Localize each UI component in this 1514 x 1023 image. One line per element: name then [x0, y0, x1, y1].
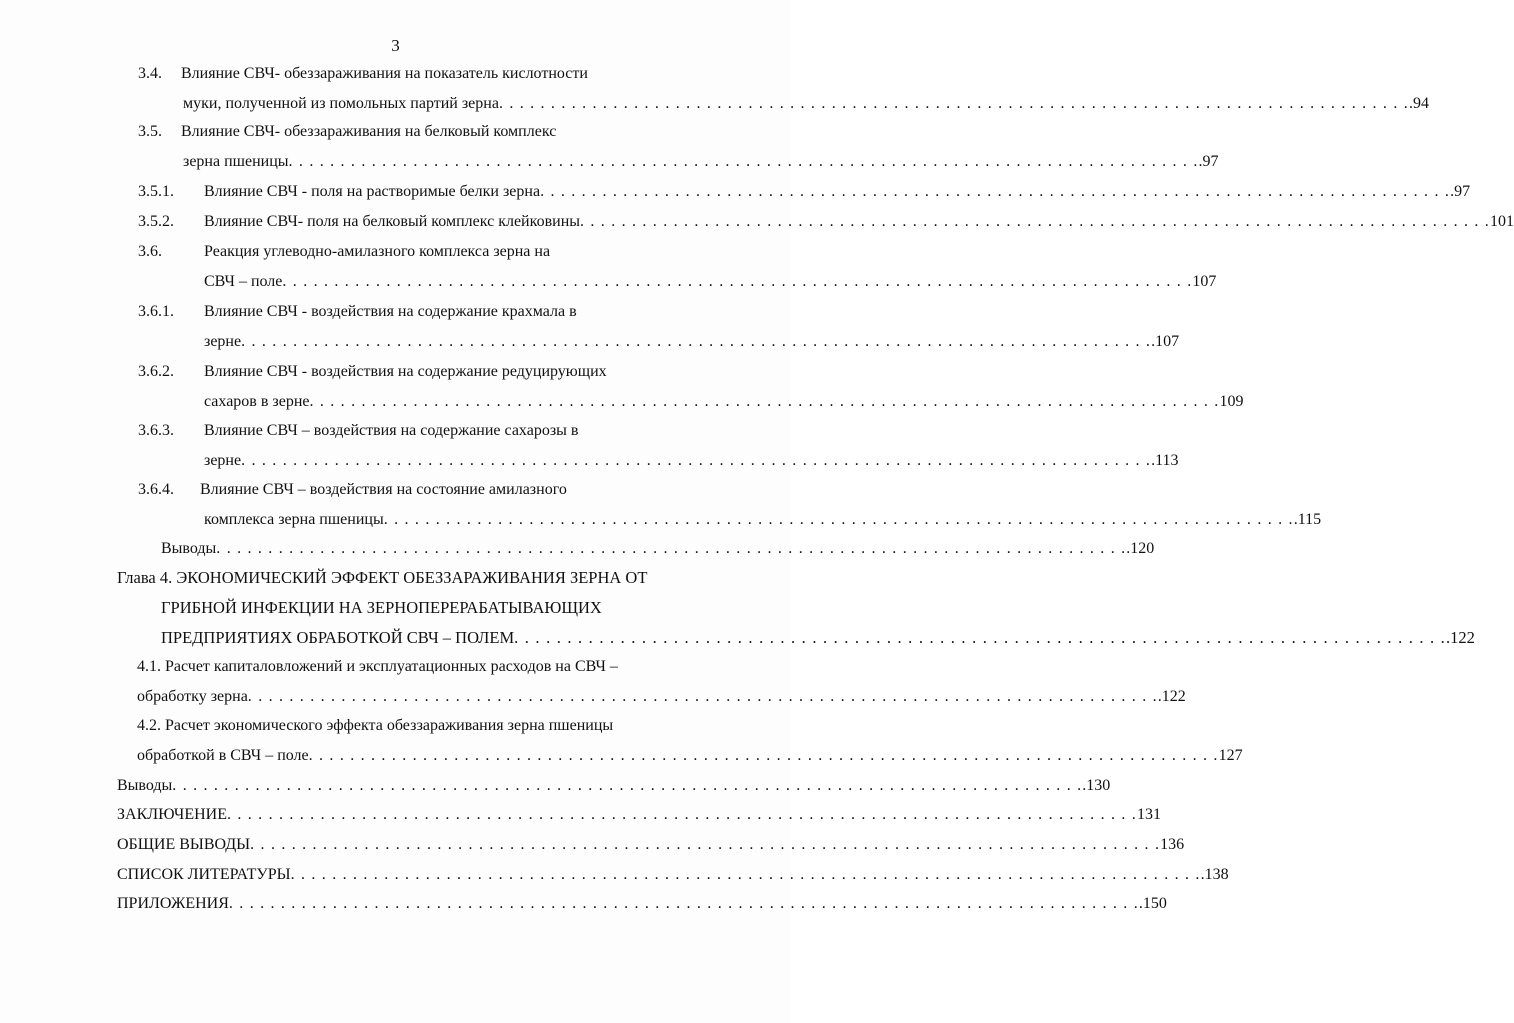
toc-entry-line: [137, 657, 771, 677]
toc-entry-title: обработкой в СВЧ – поле: [137, 747, 309, 764]
toc-entry-line-with-page: [204, 510, 1322, 530]
dot-leader: . . . . . . . . . . . . . . . . . . . . . . . . . . . . . . . . . . . . . . . . . . . . . . . . . . . . . . . . . . . . . . . . . . . . . . . . . . . . . . . . . . . . . . . .: [514, 628, 1446, 647]
toc-page-number: 107: [1192, 273, 1217, 290]
toc-entry-title: ГРИБНОЙ ИНФЕКЦИИ НА ЗЕРНОПЕРЕРАБАТЫВАЮЩИХ: [161, 598, 602, 617]
dot-leader: . . . . . . . . . . . . . . . . . . . . . . . . . . . . . . . . . . . . . . . . . . . . . . . . . . . . . . . . . . . . . . . . . . . . . . . . . . . . . . . . . . . . . . . .: [172, 777, 1083, 794]
toc-entry-title: ПРЕДПРИЯТИЯХ ОБРАБОТКОЙ СВЧ – ПОЛЕМ: [161, 628, 515, 647]
toc-entry-line: [200, 480, 771, 500]
toc-entry-title: ПРИЛОЖЕНИЯ: [117, 895, 229, 912]
toc-entry-title: Влияние СВЧ - воздействия на содержание редуцирующих: [204, 363, 607, 380]
toc-page-number: 131: [1136, 806, 1161, 823]
toc-page-number: 127: [1218, 747, 1243, 764]
toc-entry-title: Выводы: [161, 540, 217, 557]
toc-entry-number: 3.6.4.: [138, 481, 174, 498]
toc-entry-number: 3.6.3.: [138, 422, 174, 439]
toc-page-number: 109: [1219, 393, 1244, 410]
dot-leader: . . . . . . . . . . . . . . . . . . . . . . . . . . . . . . . . . . . . . . . . . . . . . . . . . . . . . . . . . . . . . . . . . . . . . . . . . . . . . . . . . . . . . . . .: [540, 183, 1451, 200]
toc-entry-line-with-page: [117, 835, 1185, 855]
toc-entry-title: Влияние СВЧ – воздействия на состояние амилазного: [200, 481, 567, 498]
toc-entry-line: [204, 362, 771, 382]
toc-entry-number: 3.5.1.: [138, 183, 174, 200]
toc-entry-title: ЗАКЛЮЧЕНИЕ: [117, 806, 227, 823]
toc-page-number: .107: [1151, 333, 1180, 350]
toc-page-number: .130: [1082, 777, 1111, 794]
toc-entry-line-with-page: [204, 182, 1471, 202]
toc-entry-line: [204, 242, 771, 262]
toc-entry-title: Влияние СВЧ – воздействия на содержание сахарозы в: [204, 422, 579, 439]
toc-entry-number: 3.5.: [138, 123, 162, 140]
toc-page-number: .150: [1138, 895, 1167, 912]
toc-entry-number: 3.4.: [138, 65, 162, 82]
toc-entry-title: ОБЩИЕ ВЫВОДЫ: [117, 836, 251, 853]
toc-entry-title: Реакция углеводно-амилазного комплекса зерна на: [204, 243, 551, 260]
toc-page-number: .94: [1408, 95, 1429, 112]
toc-page-number: .138: [1200, 866, 1229, 883]
toc-page-number: .113: [1151, 452, 1179, 469]
toc-entry-title: Глава 4. ЭКОНОМИЧЕСКИЙ ЭФФЕКТ ОБЕЗЗАРАЖИВАНИЯ ЗЕРНА ОТ: [117, 568, 648, 587]
toc-entry-line: [204, 421, 771, 441]
toc-entry-line: [181, 122, 771, 142]
toc-entry-line-with-page: [117, 805, 1161, 825]
toc-entry-title: обработку зерна: [137, 688, 248, 705]
dot-leader: . . . . . . . . . . . . . . . . . . . . . . . . . . . . . . . . . . . . . . . . . . . . . . . . . . . . . . . . . . . . . . . . . . . . . . . . . . . . . . . . . . . . . . . .: [383, 511, 1294, 528]
dot-leader: . . . . . . . . . . . . . . . . . . . . . . . . . . . . . . . . . . . . . . . . . . . . . . . . . . . . . . . . . . . . . . . . . . . . . . . . . . . . . . . . . . . . . . . .: [308, 747, 1219, 764]
toc-entry-line: [181, 64, 771, 84]
page-number: 3: [391, 36, 400, 55]
toc-entry-line-with-page: [161, 539, 1155, 559]
dot-leader: . . . . . . . . . . . . . . . . . . . . . . . . . . . . . . . . . . . . . . . . . . . . . . . . . . . . . . . . . . . . . . . . . . . . . . . . . . . . . . . . . . . . . . . .: [226, 806, 1137, 823]
dot-leader: . . . . . . . . . . . . . . . . . . . . . . . . . . . . . . . . . . . . . . . . . . . . . . . . . . . . . . . . . . . . . . . . . . . . . . . . . . . . . . . . . . . . . . . .: [216, 540, 1127, 557]
dot-leader: . . . . . . . . . . . . . . . . . . . . . . . . . . . . . . . . . . . . . . . . . . . . . . . . . . . . . . . . . . . . . . . . . . . . . . . . . . . . . . . . . . . . . . . .: [241, 333, 1152, 350]
toc-entry-number: 3.6.1.: [138, 303, 174, 320]
toc-page-number: .122: [1157, 688, 1186, 705]
toc-entry-line-with-page: [117, 776, 1111, 796]
dot-leader: . . . . . . . . . . . . . . . . . . . . . . . . . . . . . . . . . . . . . . . . . . . . . . . . . . . . . . . . . . . . . . . . . . . . . . . . . . . . . . . . . . . . . . . .: [580, 213, 1490, 230]
dot-leader: . . . . . . . . . . . . . . . . . . . . . . . . . . . . . . . . . . . . . . . . . . . . . . . . . . . . . . . . . . . . . . . . . . . . . . . . . . . . . . . . . . . . . . . .: [241, 452, 1152, 469]
toc-entry-title: Влияние СВЧ- обеззараживания на показатель кислотности: [181, 65, 588, 82]
toc-entry-line-with-page: [183, 94, 1429, 114]
toc-entry-number: 3.5.2.: [138, 213, 174, 230]
dot-leader: . . . . . . . . . . . . . . . . . . . . . . . . . . . . . . . . . . . . . . . . . . . . . . . . . . . . . . . . . . . . . . . . . . . . . . . . . . . . . . . . . . . . . . . .: [288, 153, 1199, 170]
dot-leader: . . . . . . . . . . . . . . . . . . . . . . . . . . . . . . . . . . . . . . . . . . . . . . . . . . . . . . . . . . . . . . . . . . . . . . . . . . . . . . . . . . . . . . . .: [228, 895, 1139, 912]
toc-entry-line-with-page: [117, 865, 1229, 885]
toc-entry-title: зерне: [204, 452, 242, 469]
dot-leader: . . . . . . . . . . . . . . . . . . . . . . . . . . . . . . . . . . . . . . . . . . . . . . . . . . . . . . . . . . . . . . . . . . . . . . . . . . . . . . . . . . . . . . . .: [247, 688, 1158, 705]
toc-entry-title: Выводы: [117, 777, 173, 794]
toc-page-number: .122: [1446, 628, 1475, 647]
dot-leader: . . . . . . . . . . . . . . . . . . . . . . . . . . . . . . . . . . . . . . . . . . . . . . . . . . . . . . . . . . . . . . . . . . . . . . . . . . . . . . . . . . . . . . . .: [498, 95, 1409, 112]
toc-entry-line-with-page: [117, 894, 1167, 914]
toc-page-number: .120: [1126, 540, 1155, 557]
dot-leader: . . . . . . . . . . . . . . . . . . . . . . . . . . . . . . . . . . . . . . . . . . . . . . . . . . . . . . . . . . . . . . . . . . . . . . . . . . . . . . . . . . . . . . . .: [250, 836, 1161, 853]
toc-page-number: 101: [1490, 213, 1514, 230]
toc-entry-line: [117, 568, 771, 588]
toc-entry-title: СПИСОК ЛИТЕРАТУРЫ: [117, 866, 291, 883]
toc-entry-title: муки, полученной из помольных партий зерна: [183, 95, 499, 112]
toc-entry-title: СВЧ – поле: [204, 273, 283, 290]
toc-entry-number: 3.6.: [138, 243, 162, 260]
toc-page-number: 136: [1160, 836, 1185, 853]
dot-leader: . . . . . . . . . . . . . . . . . . . . . . . . . . . . . . . . . . . . . . . . . . . . . . . . . . . . . . . . . . . . . . . . . . . . . . . . . . . . . . . . . . . . . . . .: [309, 393, 1220, 410]
toc-entry-line-with-page: [204, 451, 1179, 471]
toc-entry-line-with-page: [204, 392, 1244, 412]
toc-entry-line-with-page: [161, 628, 1475, 648]
toc-entry-title: Влияние СВЧ - поля на растворимые белки зерна: [204, 183, 541, 200]
toc-entry-title: зерна пшеницы: [183, 153, 289, 170]
toc-entry-title: Влияние СВЧ- поля на белковый комплекс клейковины: [204, 213, 580, 230]
toc-entry-line-with-page: [204, 272, 1217, 292]
toc-entry-title: Влияние СВЧ - воздействия на содержание крахмала в: [204, 303, 577, 320]
toc-entry-line: [204, 302, 771, 322]
toc-entry-line: [137, 716, 771, 736]
toc-entry-title: комплекса зерна пшеницы: [204, 511, 384, 528]
toc-entry-line: [161, 598, 771, 618]
toc-entry-title: 4.1. Расчет капиталовложений и эксплуатационных расходов на СВЧ –: [137, 658, 618, 675]
toc-entry-title: 4.2. Расчет экономического эффекта обеззараживания зерна пшеницы: [137, 717, 614, 734]
dot-leader: . . . . . . . . . . . . . . . . . . . . . . . . . . . . . . . . . . . . . . . . . . . . . . . . . . . . . . . . . . . . . . . . . . . . . . . . . . . . . . . . . . . . . . . .: [282, 273, 1193, 290]
toc-entry-line-with-page: [137, 746, 1243, 766]
toc-entry-number: 3.6.2.: [138, 363, 174, 380]
toc-entry-line-with-page: [204, 212, 1514, 232]
toc-entry-line-with-page: [204, 332, 1180, 352]
toc-page-number: .97: [1198, 153, 1219, 170]
toc-entry-title: Влияние СВЧ- обеззараживания на белковый комплекс: [181, 123, 557, 140]
toc-entry-title: сахаров в зерне: [204, 393, 310, 410]
toc-entry-title: зерне: [204, 333, 242, 350]
toc-entry-line-with-page: [183, 152, 1219, 172]
dot-leader: . . . . . . . . . . . . . . . . . . . . . . . . . . . . . . . . . . . . . . . . . . . . . . . . . . . . . . . . . . . . . . . . . . . . . . . . . . . . . . . . . . . . . . . .: [290, 866, 1201, 883]
toc-page-number: .115: [1293, 511, 1322, 528]
toc-entry-line-with-page: [137, 687, 1186, 707]
toc-page-number: .97: [1450, 183, 1471, 200]
